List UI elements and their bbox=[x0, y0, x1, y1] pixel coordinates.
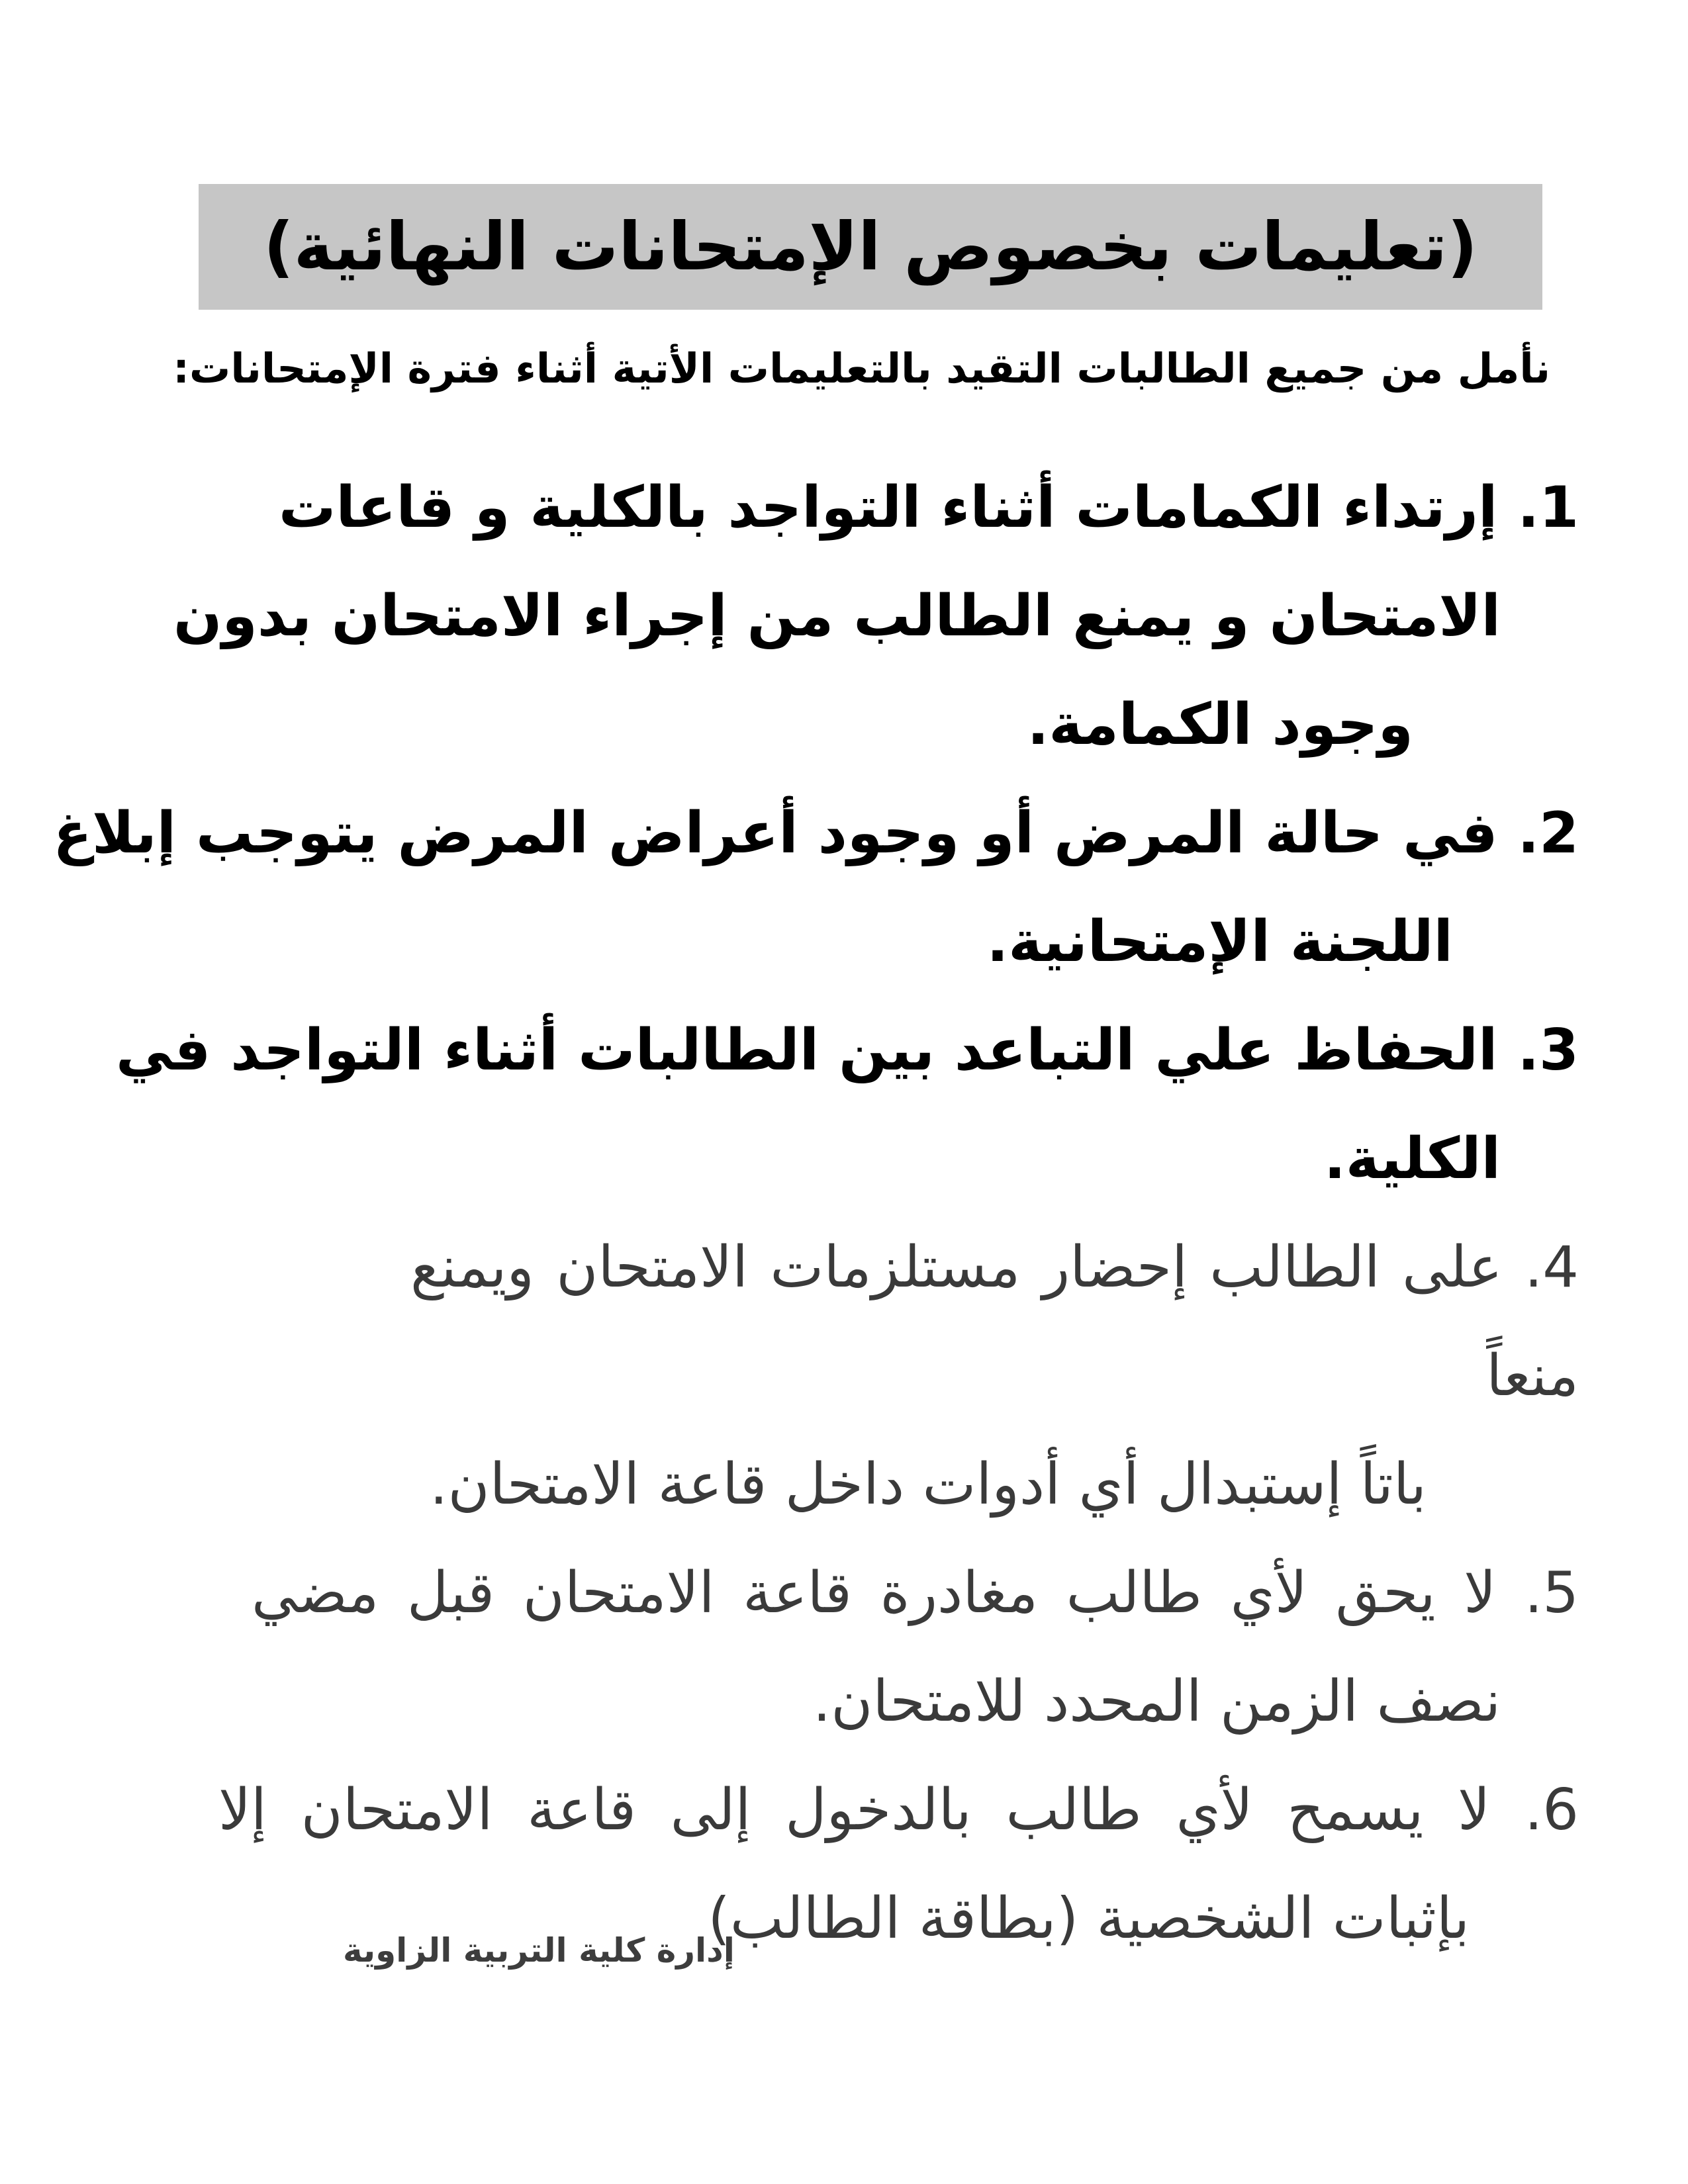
item-1-line-3: وجود الكمامة. bbox=[1027, 692, 1413, 758]
item-5-line-2: نصف الزمن المحدد للامتحان. bbox=[812, 1668, 1501, 1735]
list-item-5 bbox=[159, 1539, 1579, 1756]
item-6-number: 6. bbox=[1524, 1777, 1579, 1843]
list-item-3 bbox=[116, 996, 1579, 1213]
item-2-line-2: اللجنة الإمتحانية. bbox=[986, 909, 1453, 975]
item-1-number: 1. bbox=[1517, 475, 1579, 541]
item-6-text: لا يسمح لأي طالب بالدخول إلى قاعة الامتحان إلا bbox=[218, 1777, 1491, 1843]
item-1-text: إرتداء الكمامات أثناء التواجد بالكلية و قاعات bbox=[278, 475, 1498, 541]
item-4-text: على الطالب إحضار مستلزمات الامتحان ويمنع منعاً bbox=[410, 1234, 1579, 1409]
item-5-text: لا يحق لأي طالب مغادرة قاعة الامتحان قبل مضي bbox=[252, 1560, 1497, 1626]
item-4-line-1 bbox=[410, 1213, 1579, 1430]
item-2-line-1 bbox=[53, 779, 1579, 887]
item-4-number: 4. bbox=[1524, 1234, 1579, 1300]
item-3-line-1 bbox=[116, 996, 1579, 1105]
item-6-line-2: بإثبات الشخصية (بطاقة الطالب) bbox=[708, 1886, 1470, 1952]
item-6-line-1 bbox=[218, 1756, 1579, 1864]
item-4-line-2: باتاً إستبدال أي أدوات داخل قاعة الامتحان. bbox=[430, 1451, 1427, 1518]
item-2-number: 2. bbox=[1517, 800, 1579, 866]
item-3-text: الحفاظ علي التباعد بين الطالبات أثناء التواجد في bbox=[116, 1017, 1498, 1083]
instructions-list bbox=[53, 453, 1579, 1973]
item-1-line-1 bbox=[159, 453, 1579, 562]
page-title: (تعليمات بخصوص الإمتحانات النهائية) bbox=[263, 208, 1477, 285]
item-5-number: 5. bbox=[1524, 1560, 1579, 1626]
item-1-line-2: الامتحان و يمنع الطالب من إجراء الامتحان بدون bbox=[173, 583, 1501, 649]
item-3-line-2: الكلية. bbox=[1324, 1126, 1501, 1192]
item-5-line-1 bbox=[252, 1539, 1579, 1647]
intro-text: نأمل من جميع الطالبات التقيد بالتعليمات الأتية أثناء فترة الإمتحانات: bbox=[173, 344, 1550, 392]
list-item-2 bbox=[53, 779, 1579, 996]
footer-signature: إدارة كلية التربية الزاوية bbox=[343, 1931, 735, 1970]
item-2-text: في حالة المرض أو وجود أعراض المرض يتوجب إبلاغ bbox=[53, 800, 1498, 866]
item-3-number: 3. bbox=[1517, 1017, 1579, 1083]
list-item-1 bbox=[159, 453, 1579, 779]
title-highlight-band bbox=[199, 184, 1542, 310]
list-item-4 bbox=[159, 1213, 1579, 1539]
